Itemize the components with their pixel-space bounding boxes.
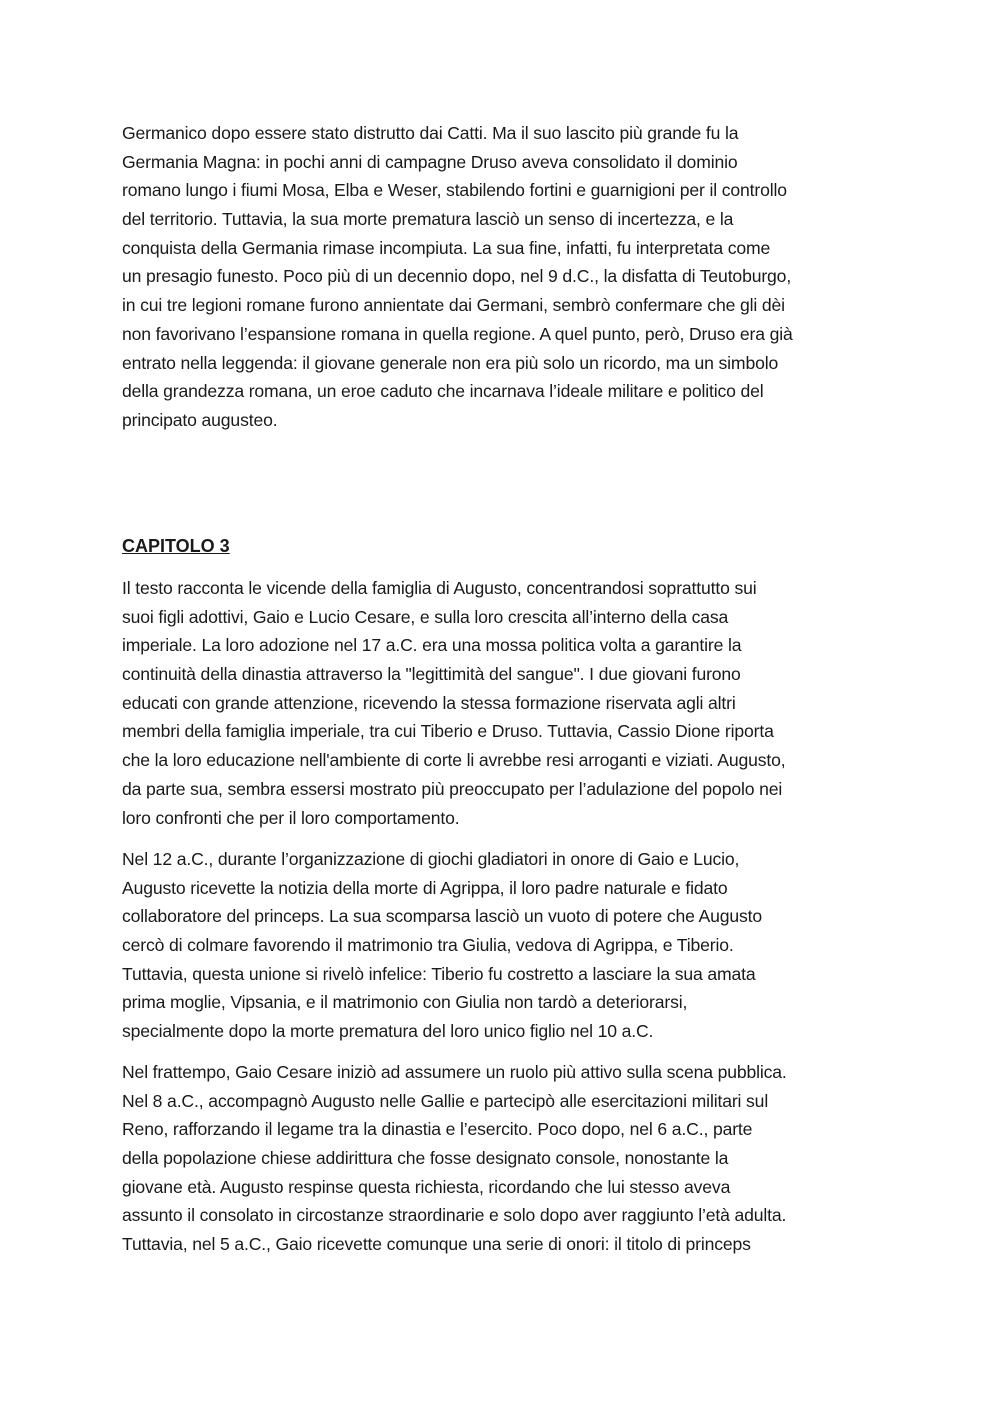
text-line: prima moglie, Vipsania, e il matrimonio con Giulia non tardò a deteriorarsi, <box>122 992 688 1013</box>
text-line: Il testo racconta le vicende della famiglia di Augusto, concentrandosi soprattutto sui <box>122 578 757 598</box>
paragraph-4 <box>122 1058 882 1259</box>
text-line: giovane età. Augusto respinse questa richiesta, ricordando che lui stesso aveva <box>122 1176 731 1197</box>
text-line: della grandezza romana, un eroe caduto che incarnava l’ideale militare e politico del <box>122 381 764 402</box>
text-line: del territorio. Tuttavia, la sua morte prematura lasciò un senso di incertezza, e la <box>122 209 734 230</box>
text-line: Nel 12 a.C., durante l’organizzazione di giochi gladiatori in onore di Gaio e Lucio, <box>122 849 740 869</box>
text-line: Tuttavia, questa unione si rivelò infelice: Tiberio fu costretto a lasciare la sua amata <box>122 963 756 984</box>
text-line: Nel 8 a.C., accompagnò Augusto nelle Gallie e partecipò alle esercitazioni militari sul <box>122 1090 769 1111</box>
text-line: loro confronti che per il loro comportamento. <box>122 807 460 828</box>
text-line: educati con grande attenzione, ricevendo la stessa formazione riservata agli altri <box>122 692 736 713</box>
text-line: entrato nella leggenda: il giovane generale non era più solo un ricordo, ma un simbolo <box>122 352 779 373</box>
text-line: assunto il consolato in circostanze straordinarie e solo dopo aver raggiunto l’età adulta. <box>122 1205 787 1226</box>
text-line: collaboratore del princeps. La sua scomparsa lasciò un vuoto di potere che Augusto <box>122 906 763 927</box>
text-line: suoi figli adottivi, Gaio e Lucio Cesare, e sulla loro crescita all’interno della casa <box>122 606 729 627</box>
text-line: in cui tre legioni romane furono annientate dai Germani, sembrò confermare che gli dèi <box>122 295 785 316</box>
text-line: non favorivano l’espansione romana in quella regione. A quel punto, però, Druso era già <box>122 323 793 344</box>
paragraph-3 <box>122 845 882 1046</box>
text-line: continuità della dinastia attraverso la "legittimità del sangue". I due giovani furono <box>122 664 741 685</box>
text-line: Augusto ricevette la notizia della morte di Agrippa, il loro padre naturale e fidato <box>122 877 728 898</box>
text-line: conquista della Germania rimase incompiuta. La sua fine, infatti, fu interpretata come <box>122 237 771 258</box>
text-line: un presagio funesto. Poco più di un decennio dopo, nel 9 d.C., la disfatta di Teutoburgo, <box>122 266 792 287</box>
text-line: Germania Magna: in pochi anni di campagne Druso aveva consolidato il dominio <box>122 151 738 172</box>
text-line: da parte sua, sembra essersi mostrato più preoccupato per l’adulazione del popolo nei <box>122 778 783 799</box>
paragraph-1 <box>122 119 882 435</box>
text-line: Germanico dopo essere stato distrutto dai Catti. Ma il suo lascito più grande fu la <box>122 123 739 143</box>
text-line: romano lungo i fiumi Mosa, Elba e Weser, stabilendo fortini e guarnigioni per il controllo <box>122 180 787 201</box>
paragraph-2 <box>122 574 882 832</box>
text-line: della popolazione chiese addirittura che fosse designato console, nonostante la <box>122 1148 729 1169</box>
text-line: principato augusteo. <box>122 409 278 430</box>
text-line: Tuttavia, nel 5 a.C., Gaio ricevette comunque una serie di onori: il titolo di princeps <box>122 1234 751 1255</box>
text-line: imperiale. La loro adozione nel 17 a.C. era una mossa politica volta a garantire la <box>122 635 742 656</box>
text-line: Nel frattempo, Gaio Cesare iniziò ad assumere un ruolo più attivo sulla scena pubblica. <box>122 1062 787 1082</box>
text-line: che la loro educazione nell'ambiente di corte li avrebbe resi arroganti e viziati. Augusto, <box>122 750 786 771</box>
chapter-heading: CAPITOLO 3 <box>122 536 230 556</box>
text-line: membri della famiglia imperiale, tra cui Tiberio e Druso. Tuttavia, Cassio Dione riporta <box>122 721 774 742</box>
text-line: cercò di colmare favorendo il matrimonio tra Giulia, vedova di Agrippa, e Tiberio. <box>122 935 734 956</box>
text-line: Reno, rafforzando il legame tra la dinastia e l’esercito. Poco dopo, nel 6 a.C., parte <box>122 1119 753 1140</box>
text-line: specialmente dopo la morte prematura del loro unico figlio nel 10 a.C. <box>122 1021 654 1042</box>
